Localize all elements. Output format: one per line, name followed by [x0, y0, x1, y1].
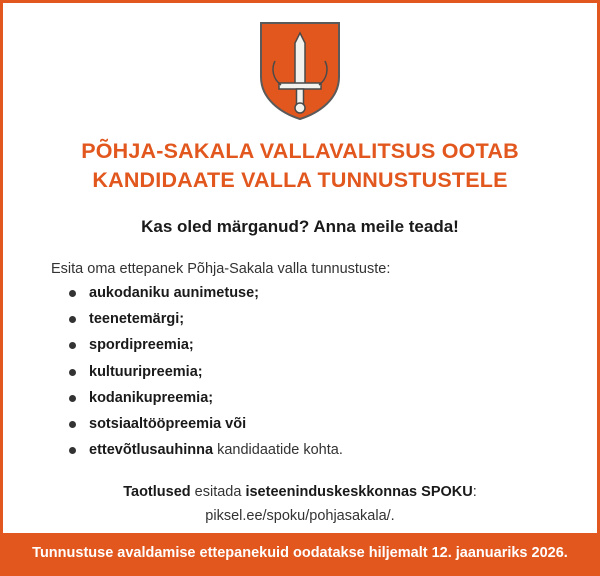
list-item — [65, 442, 567, 459]
deadline-footer: Tunnustuse avaldamise ettepanekuid oodatakse hiljemalt 12. jaanuariks 2026. — [3, 533, 597, 573]
list-item — [65, 285, 567, 302]
page-title-line-2: KANDIDAATE VALLA TUNNUSTUSTELE — [92, 168, 508, 193]
award-name: kodanikupreemia; — [89, 389, 214, 406]
application-instructions — [33, 481, 567, 528]
coat-of-arms-shield-sword-icon — [259, 21, 341, 121]
poster-content — [3, 3, 597, 533]
list-item — [65, 416, 567, 433]
award-name: kultuuripreemia; — [89, 363, 203, 380]
apply-bold-start: Taotlused — [123, 483, 191, 500]
intro-text: Esita oma ettepanek Põhja-Sakala valla tunnustuste: — [51, 261, 391, 278]
award-name: aukodaniku aunimetuse; — [89, 285, 260, 302]
page-title — [33, 137, 567, 195]
apply-middle: esitada — [190, 483, 246, 500]
list-item — [65, 390, 567, 407]
award-list — [65, 285, 567, 459]
list-item — [65, 337, 567, 354]
list-item — [65, 364, 567, 381]
award-name: sotsiaaltööpreemia või — [89, 415, 247, 432]
award-name: teenetemärgi; — [89, 311, 185, 328]
crest-wrapper — [33, 21, 567, 121]
award-name: ettevõtlusauhinna — [89, 442, 214, 459]
list-item — [65, 311, 567, 328]
apply-colon: : — [472, 483, 477, 500]
award-suffix: kandidaatide kohta. — [213, 442, 343, 459]
page-subtitle: Kas oled märganud? Anna meile teada! — [141, 217, 459, 237]
award-name: spordipreemia; — [89, 337, 194, 354]
application-url[interactable]: piksel.ee/spoku/pohjasakala/. — [205, 508, 395, 525]
apply-service-name: iseteeninduskeskkonnas SPOKU — [245, 483, 473, 500]
page-title-line-1: PÕHJA-SAKALA VALLAVALITSUS OOTAB — [81, 139, 519, 163]
